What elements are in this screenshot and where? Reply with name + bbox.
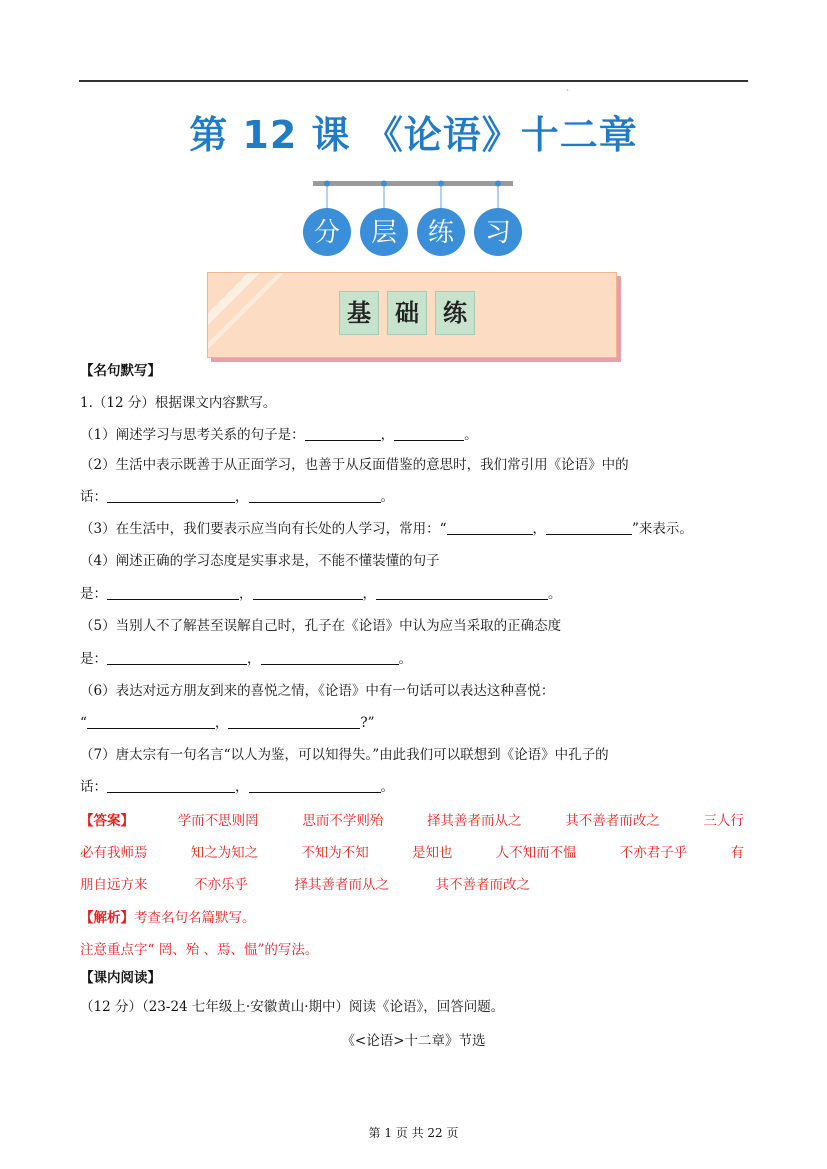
answer-item: 不亦乐乎: [194, 877, 248, 893]
basic-practice-title: [339, 291, 475, 335]
answer-item: 必有我师焉: [80, 845, 148, 861]
banner-char: 习: [484, 218, 512, 248]
analysis-note: 注意重点字“ 罔、殆 、焉、愠”的写法。: [80, 942, 319, 958]
question-1-part-6: （6）表达对远方朋友到来的喜悦之情，《论语》中有一句话可以表达这种喜悦：: [80, 683, 555, 699]
answer-blank[interactable]: [107, 586, 239, 600]
layered-practice-banner: [303, 178, 523, 260]
question-1-part-7: （7）唐太宗有一句名言“以人为鉴，可以知得失。”由此我们可以联想到《论语》中孔子的: [80, 747, 609, 763]
answer-row-2: [80, 844, 744, 862]
answer-row-3: [80, 876, 530, 894]
question-1-part-1: （1）阐述学习与思考关系的句子是： ， 。: [80, 427, 478, 443]
analysis-line: [80, 909, 256, 927]
answer-label: 【答案】: [80, 813, 134, 829]
answer-blank[interactable]: [376, 586, 548, 600]
answer-blank[interactable]: [87, 715, 215, 729]
basic-char: 练: [435, 291, 475, 335]
answer-row-1: [80, 812, 744, 830]
banner-char: 层: [370, 218, 398, 248]
answer-blank[interactable]: [249, 489, 381, 503]
answer-item: 其不善者而改之: [565, 813, 660, 829]
section-heading-reading: 【课内阅读】: [80, 970, 161, 986]
basic-char: 础: [387, 291, 427, 335]
answer-blank[interactable]: [249, 779, 381, 793]
question-1-part-6-cont: “ ， ?”: [80, 715, 375, 731]
section-heading-quotes: 【名句默写】: [80, 363, 161, 379]
answer-item: 择其善者而从之: [294, 877, 389, 893]
answer-blank[interactable]: [253, 586, 363, 600]
question-1-part-2: （2）生活中表示既善于从正面学习，也善于从反面借鉴的意思时，我们常引用《论语》中的: [80, 457, 629, 473]
question-1-part-7-cont: 话： ， 。: [80, 779, 394, 795]
banner-pin: [381, 181, 387, 187]
answer-item: 其不善者而改之: [435, 877, 530, 893]
answer-item: 择其善者而从之: [427, 813, 522, 829]
answer-blank[interactable]: [228, 715, 360, 729]
answer-item: 朋自远方来: [80, 877, 148, 893]
analysis-label: 【解析】: [80, 910, 134, 926]
answer-item: 知之为知之: [190, 845, 259, 861]
question-2-head: （12 分）（23-24 七年级上·安徽黄山·期中）阅读《论语》，回答问题。: [80, 999, 505, 1015]
answer-item: 人不知而不愠: [495, 845, 577, 861]
answer-item: 有: [730, 845, 744, 861]
answer-blank[interactable]: [394, 427, 464, 441]
answer-item: 不亦君子乎: [619, 845, 688, 861]
answer-item: 思而不学则殆: [302, 813, 384, 829]
banner-char: 分: [313, 218, 341, 248]
page-footer: 第 1 页 共 22 页: [368, 1126, 459, 1140]
question-1-head: 1.（12 分）根据课文内容默写。: [80, 395, 277, 411]
answer-blank[interactable]: [305, 427, 381, 441]
banner-pin: [438, 181, 444, 187]
banner-bar: [313, 181, 513, 186]
answer-blank[interactable]: [546, 521, 632, 535]
answer-blank[interactable]: [261, 651, 399, 665]
answer-item: 不知为不知: [301, 845, 369, 861]
answer-blank[interactable]: [447, 521, 533, 535]
basic-char: 基: [339, 291, 379, 335]
question-1-part-3: （3）在生活中，我们要表示应当向有长处的人学习，常用：“ ， ”来表示。: [80, 521, 693, 537]
answer-blank[interactable]: [107, 651, 247, 665]
answer-item: 是知也: [411, 845, 453, 861]
answer-item: 学而不思则罔: [177, 813, 259, 829]
question-1-part-4: （4）阐述正确的学习态度是实事求是，不能不懂装懂的句子: [80, 553, 440, 569]
question-1-part-5-cont: 是： ， 。: [80, 651, 412, 667]
answer-blank[interactable]: [107, 779, 235, 793]
page-title: 第 12 课 《论语》十二章: [189, 113, 638, 157]
question-1-part-2-cont: 话： ， 。: [80, 489, 394, 505]
box-gloss: [208, 273, 288, 357]
banner-char: 练: [427, 218, 455, 248]
banner-pin: [324, 181, 330, 187]
header-rule: [79, 80, 748, 82]
question-1-part-4-cont: 是： ， ， 。: [80, 586, 562, 602]
question-1-part-5: （5）当别人不了解甚至误解自己时，孔子在《论语》中认为应当采取的正确态度: [80, 618, 562, 634]
answer-item: 三人行: [703, 813, 744, 829]
banner-pin: [495, 181, 501, 187]
answer-blank[interactable]: [107, 489, 235, 503]
excerpt-caption: 《<论语>十二章》节选: [341, 1033, 486, 1049]
decorative-mark: `: [566, 89, 570, 98]
analysis-text: 考查名句名篇默写。: [134, 910, 256, 926]
